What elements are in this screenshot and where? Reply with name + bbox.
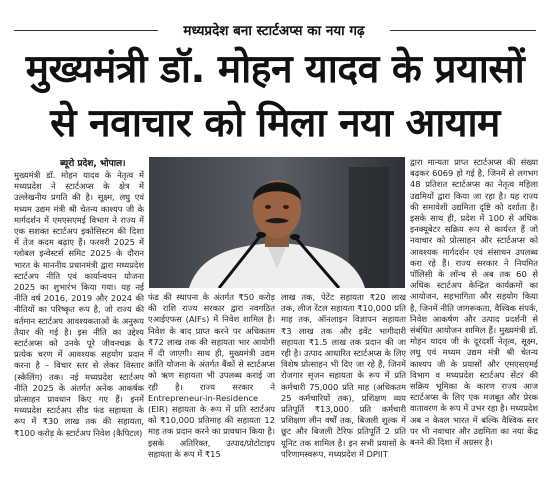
byline: ब्यूरो प्रदेश, भोपाल।: [60, 159, 126, 169]
headline-line-1: मुख्यमंत्री डॉ. मोहन यादव के प्रयासों: [25, 47, 525, 92]
article-column-2: [148, 292, 275, 482]
headline-line-2: से नवाचार को मिला नया आयाम: [50, 101, 500, 146]
article-column-3: [281, 292, 406, 482]
chief-minister-photo: [149, 157, 405, 288]
column-1-text: मुख्यमंत्री डॉ. मोहन यादव के नेतृत्व में मध्यप्रदेश ने स्टार्टअप्स के क्षेत्र में उल्लेखनीय प्रगति की है। सूक्ष्म, लघु एवं मध्यम उद्यम मंत्री श्री चेतन्य काश्यप जी के मार्गदर्शन में एमएसएमई विभाग ने राज्य में एक सशक्त स्टार्टअप इकोसिस्टम की दिशा में तेज कदम बढ़ाए हैं। फरवरी 2025 में ग्लोबल इन्वेस्टर्स समिट 2025 के दौरान भारत के माननीय प्रधानमंत्री द्वारा मध्यप्रदेश स्टार्टअप नीति एवं कार्यान्वयन योजना 2025 का शुभारंभ किया गया। यह नई नीति वर्ष 2016, 2019 और 2024 की नीतियों का परिष्कृत रूप है, जो राज्य की वर्तमान स्टार्टअप आवश्यकताओं के अनुरूप तैयार की गई है। इस नीति का उद्देश्य स्टार्टअप्स को उनके पूरे जीवनचक्र के प्रत्येक चरण में आवश्यक सहयोग प्रदान करना है – विचार स्तर से लेकर विस्तार (स्केलिंग) तक। नई मध्यप्रदेश स्टार्टअप नीति 2025 के अंतर्गत अनेक आकर्षक प्रोत्साहन प्रावधान किए गए हैं। इनमें मध्यप्रदेश स्टार्टअप सीड फंड सहायता के रूप में ₹30 लाख तक की सहायता, ₹100 करोड़ के स्टार्टअप निवेश (कैपिटल): [14, 170, 144, 438]
column-3-text: लाख तक, पेटेंट सहायता ₹20 लाख तक, लीज रेंटल सहायता ₹10,000 प्रति माह तक, ऑनलाइन विज्ञापन सहायता ₹3 लाख तक और इवेंट भागीदारी सहायता ₹1.5 लाख तक प्रदान की जा रही है। उत्पाद आधारित स्टार्टअप्स के लिए विशेष प्रोत्साहन भी दिए जा रहे हैं, जिनमें रोजगार सृजन सहायता के रूप में प्रति कर्मचारी 75,000 प्रति माह (अधिकतम 25 कर्मचारियों तक), प्रशिक्षण व्यय प्रतिपूर्ति ₹13,000 प्रति कर्मचारी प्रशिक्षण लीन वर्षों तक, बिजली शुल्क में छूट और बिजली टैरिफ प्रतिपूर्ति 2 प्रति यूनिट तक शामिल है। इन सभी प्रयासों के परिणामस्वरूप, मध्यप्रदेश में DPIIT: [281, 292, 406, 459]
column-2-text: फंड की स्थापना के अंतर्गत ₹50 करोड़ की राशि राज्य सरकार द्वारा नवगठित एआईएफस (AIFs) में निवेश शामिल है। निवेश के बाद प्राप्त करने पर अधिकतम ₹72 लाख तक की सहायता भार आयोगी में दी जाएगी। साथ ही, मुख्यमंत्री उद्यम क्रांति योजना के अंतर्गत बैंकों से स्टार्टअप्स को ऋण सहायता भी उपलब्ध कराई जा रही है। राज्य सरकार ने Entrepreneur-in-Residence (EIR) सहायता के रूप में प्रति स्टार्टअप को ₹10,000 प्रतिमाह की सहायता 12 माह तक प्रदान करने का प्रावधान किया है। इसके अतिरिक्त, उत्पाद/प्रोटोटाइप सहायता के रूप में ₹15: [148, 292, 275, 459]
portrait-illustration: [149, 157, 405, 288]
article-column-4: [410, 157, 538, 482]
article-column-1: [14, 170, 144, 482]
kicker-text: मध्यप्रदेश बना स्टार्टअप्स का नया गढ़: [158, 20, 390, 42]
kicker-bar: [0, 20, 550, 42]
column-4-text: द्वारा मान्यता प्राप्त स्टार्टअप्स की संख्या बढ़कर 6069 हो गई है, जिनमें से लगभग 48 प्रतिशत स्टार्टअप्स का नेतृत्व महिला उद्यमियों द्वारा किया जा रहा है। यह राज्य की समावेशी उद्यमिता दृष्टि को दर्शाता है। इसके साथ ही, प्रदेश में 100 से अधिक इनक्यूबेटर सक्रिय रूप से कार्यरत हैं जो नवाचार को प्रोत्साहन और स्टार्टअप्स को आवश्यक मार्गदर्शन एवं संसाधन उपलब्ध करा रहे हैं। राज्य सरकार ने नियमित पॉलिसी के लॉन्च से अब तक 60 से अधिक स्टार्टअप केन्द्रित कार्यक्रमों का आयोजन, सहभागिता और सहयोग किया है, जिनमें नीति जागरूकता, वैश्विक संपर्क, निवेश आकर्षण और उत्पाद प्रदर्शनी से संबंधित आयोजन शामिल हैं। मुख्यमंत्री डॉ. मोहन यादव जी के दूरदर्शी नेतृत्व, सूक्ष्म, लघु एवं मध्यम उद्यम मंत्री श्री चेतन्य काश्यप जी के प्रयासों और एमएसएमई विभाग व मध्यप्रदेश स्टार्टअप सेंटर की सक्रिय भूमिका के कारण राज्य आज स्टार्टअप्स के लिए एक मजबूत और प्रेरक वातावरण के रूप में उभर रहा है। मध्यप्रदेश अब न केवल भारत में बल्कि वैश्विक स्तर पर भी नवाचार और उद्यमिता का नया केंद्र बनने की दिशा में अग्रसर है।: [410, 157, 538, 448]
